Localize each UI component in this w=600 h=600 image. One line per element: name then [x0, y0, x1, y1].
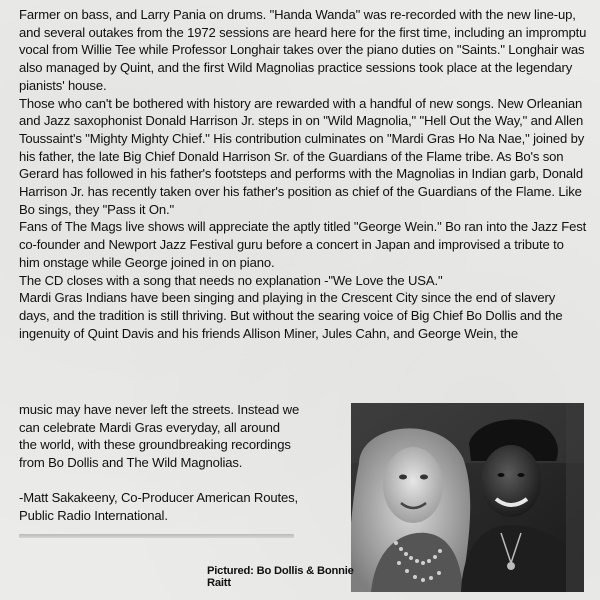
paragraph-1: Farmer on bass, and Larry Pania on drums. "Handa Wanda" was re-recorded with the new line-up, and several outakes from the 1972 sessions are heard here for the first time, including an impromptu vocal from Willie Tee while Professor Longhair takes over the piano duties on "Saints." Longhair was also managed by Quint, and the first Wild Magnolias practice sessions took place at the legendary pianists' house. — [19, 7, 587, 93]
divider — [19, 534, 294, 538]
closing-text — [19, 401, 301, 524]
liner-notes-body — [19, 6, 587, 342]
paragraph-3: Fans of The Mags live shows will appreciate the aptly titled "George Wein." Bo ran into the Jazz Fest co-founder and Newport Jazz Festival guru before a concert in Japan and improvised a tribute to him onstage while George joined in on piano. — [19, 219, 587, 270]
paragraph-2: Those who can't be bothered with history are rewarded with a handful of new songs. New Orleanian and Jazz saxophonist Donald Harrison Jr. steps in on "Wild Magnolia," "Hell Out the Way," and Allen Toussaint's "Mighty Mighty Chief." His contribution culminates on "Mardi Gras Ho Na Nae," joined by his father, the late Big Chief Donald Harrison Sr. of the Guardians of the Flame tribe. As Bo's son Gerard has followed in his father's footsteps and performs with the Magnolias in Indian garb, Donald Harrison Jr. has recently taken over his father's position as chief of the Guardians of the Flame. Like Bo sings, they "Pass it On." — [19, 95, 585, 217]
paragraph-5: Mardi Gras Indians have been singing and playing in the Crescent City since the end of slavery days, and the tradition is still thriving. But without the searing voice of Big Chief Bo Dollis and the ingenuity of Quint Davis and his friends Allison Miner, Jules Cahn, and George Wein, the — [19, 290, 563, 341]
paragraph-continuation: music may have never left the streets. Instead we can celebrate Mardi Gras everyday, all around the world, with these groundbreaking recordings from Bo Dollis and The Wild Magnolias. — [19, 402, 300, 471]
author-signature: -Matt Sakakeeny, Co-Producer American Routes, Public Radio International. — [19, 489, 299, 523]
photo-caption: Pictured: Bo Dollis & Bonnie Raitt — [207, 565, 354, 589]
paragraph-4: The CD closes with a song that needs no explanation -"We Love the USA." — [19, 272, 443, 288]
photo-bo-dollis-bonnie-raitt — [351, 403, 584, 592]
